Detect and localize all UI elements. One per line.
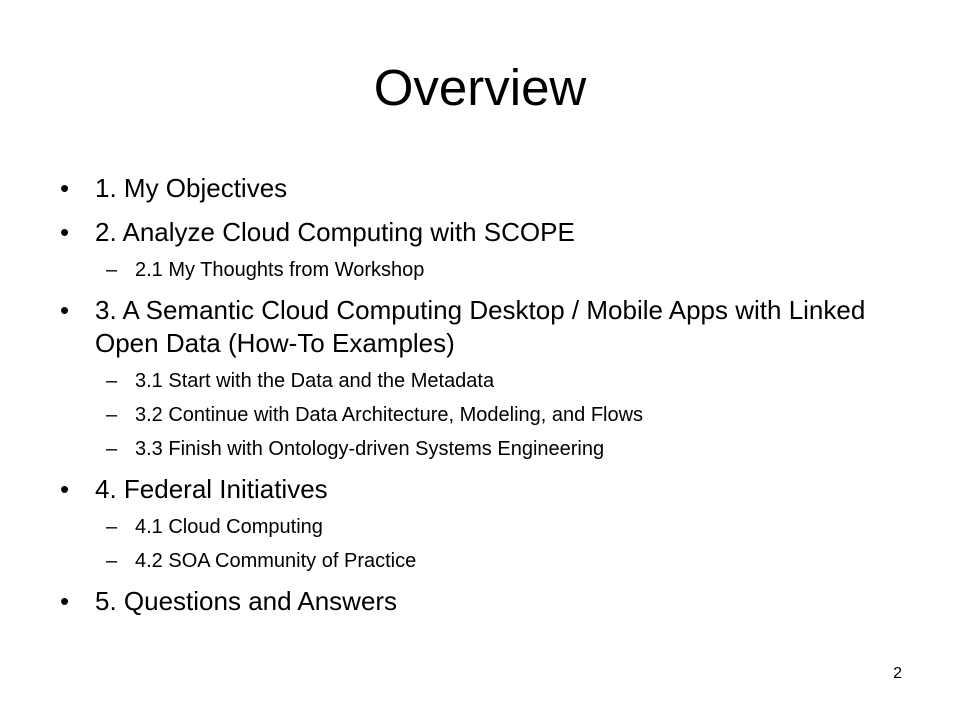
bullet-text: 1. My Objectives: [95, 173, 288, 203]
bullet-item: [0, 216, 960, 249]
sub-bullet-text: 3.1 Start with the Data and the Metadata: [135, 370, 495, 392]
sub-bullet-text: 3.2 Continue with Data Architecture, Modeling, and Flows: [135, 404, 644, 426]
bullet-item: [0, 473, 960, 506]
sub-bullet-text: 4.1 Cloud Computing: [135, 516, 323, 538]
sub-bullet-marker: –: [106, 370, 118, 392]
sub-bullet-marker: –: [106, 438, 118, 460]
sub-bullet-marker: –: [106, 516, 118, 538]
sub-bullet-marker: –: [106, 550, 118, 572]
slide-title: Overview: [373, 59, 587, 116]
bullet-item: [0, 585, 960, 618]
sub-bullet-item: [0, 548, 960, 574]
bullet-list: [0, 172, 960, 618]
bullet-item: [0, 172, 960, 205]
slide-number: 2: [893, 665, 902, 682]
sub-bullet-marker: –: [106, 259, 118, 281]
sub-bullet-text: 2.1 My Thoughts from Workshop: [135, 259, 425, 281]
bullet-marker: •: [60, 474, 70, 504]
bullet-text: 4. Federal Initiatives: [95, 474, 328, 504]
sub-bullet-item: [0, 402, 960, 428]
bullet-marker: •: [60, 295, 70, 325]
sub-bullet-item: [0, 514, 960, 540]
bullet-item: [0, 294, 960, 360]
sub-bullet-item: [0, 257, 960, 283]
bullet-marker: •: [60, 217, 70, 247]
bullet-text: 3. A Semantic Cloud Computing Desktop / Mobile Apps with Linked Open Data (How-To Examples): [95, 295, 866, 358]
sub-bullet-marker: –: [106, 404, 118, 426]
sub-bullet-item: [0, 368, 960, 394]
bullet-marker: •: [60, 586, 70, 616]
bullet-text: 2. Analyze Cloud Computing with SCOPE: [95, 217, 575, 247]
sub-bullet-text: 4.2 SOA Community of Practice: [135, 550, 417, 572]
sub-bullet-text: 3.3 Finish with Ontology-driven Systems Engineering: [135, 438, 605, 460]
sub-bullet-item: [0, 436, 960, 462]
bullet-text: 5. Questions and Answers: [95, 586, 398, 616]
bullet-marker: •: [60, 173, 70, 203]
